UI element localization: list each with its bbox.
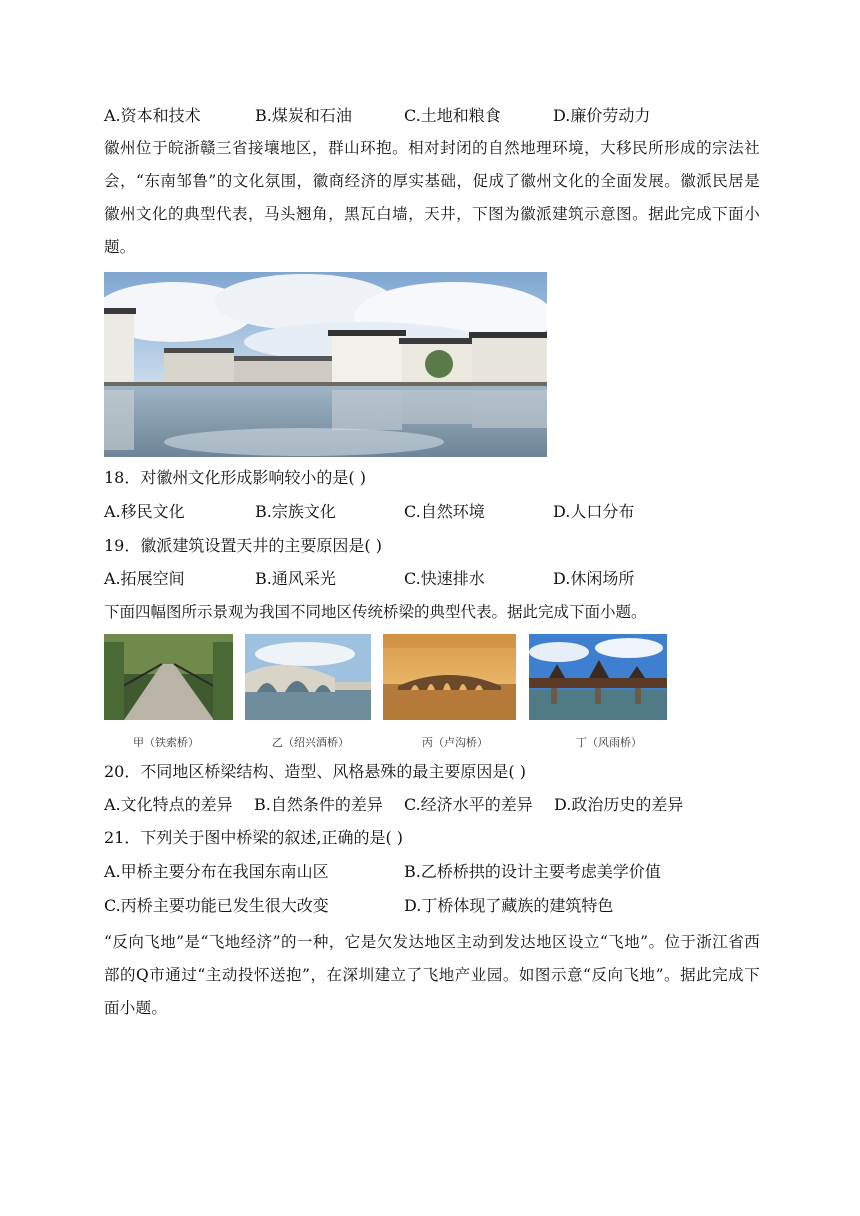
q20-option-d[interactable]: D.政治历史的差异 [554, 795, 684, 814]
bridge-photo-bing [383, 634, 516, 720]
caption-bing: 丙（卢沟桥） [422, 736, 488, 749]
q21-option-c[interactable]: C.丙桥主要功能已发生很大改变 [104, 896, 329, 915]
bridge-photo-ding [529, 634, 667, 720]
huizhou-architecture-photo [104, 272, 547, 457]
bridge-intro: 下面四幅图所示景观为我国不同地区传统桥梁的典型代表。据此完成下面小题。 [104, 603, 647, 621]
q19-option-c[interactable]: C.快速排水 [404, 569, 485, 588]
q17-option-d[interactable]: D.廉价劳动力 [553, 106, 651, 125]
caption-yi: 乙（绍兴酒桥） [272, 736, 349, 749]
feidi-passage: “反向飞地”是“飞地经济”的一种，它是欠发达地区主动到发达地区设立“飞地”。位于浙江省西部的Q市通过“主动投怀送抱”，在深圳建立了飞地产业园。如图示意“反向飞地”。据此完成下面小题。 [104, 933, 760, 1017]
q21-option-a[interactable]: A.甲桥主要分布在我国东南山区 [104, 862, 329, 881]
q17-option-a[interactable]: A.资本和技术 [104, 106, 201, 125]
q20-option-b[interactable]: B.自然条件的差异 [254, 795, 383, 814]
q19-option-b[interactable]: B.通风采光 [255, 569, 336, 588]
q20-stem: 20．不同地区桥梁结构、造型、风格悬殊的最主要原因是( ) [104, 762, 526, 781]
bridge-photo-yi [245, 634, 371, 720]
q18-option-d[interactable]: D.人口分布 [553, 502, 635, 521]
q21-stem: 21．下列关于图中桥梁的叙述,正确的是( ) [104, 828, 404, 847]
q18-option-c[interactable]: C.自然环境 [404, 502, 485, 521]
q19-option-a[interactable]: A.拓展空间 [104, 569, 185, 588]
q19-option-d[interactable]: D.休闲场所 [553, 569, 635, 588]
q17-option-c[interactable]: C.土地和粮食 [404, 106, 501, 125]
q18-option-a[interactable]: A.移民文化 [104, 502, 185, 521]
q18-stem: 18．对徽州文化形成影响较小的是( ) [104, 468, 366, 487]
bridge-photo-jia [104, 634, 233, 720]
caption-jia: 甲（铁索桥） [133, 736, 199, 749]
q17-option-b[interactable]: B.煤炭和石油 [255, 106, 352, 125]
q18-option-b[interactable]: B.宗族文化 [255, 502, 336, 521]
q20-option-a[interactable]: A.文化特点的差异 [104, 795, 233, 814]
q19-stem: 19．徽派建筑设置天井的主要原因是( ) [104, 536, 382, 555]
huizhou-passage: 徽州位于皖浙赣三省接壤地区，群山环抱。相对封闭的自然地理环境，大移民所形成的宗法社会，“东南邹鲁”的文化氛围，徽商经济的厚实基础，促成了徽州文化的全面发展。徽派民居是徽州文化的典型代表，马头翘角，黑瓦白墙，天井，下图为徽派建筑示意图。据此完成下面小题。 [104, 139, 760, 256]
q21-option-b[interactable]: B.乙桥桥拱的设计主要考虑美学价值 [404, 862, 661, 881]
q20-option-c[interactable]: C.经济水平的差异 [404, 795, 533, 814]
q21-option-d[interactable]: D.丁桥体现了藏族的建筑特色 [404, 896, 614, 915]
caption-ding: 丁（风雨桥） [576, 736, 642, 749]
